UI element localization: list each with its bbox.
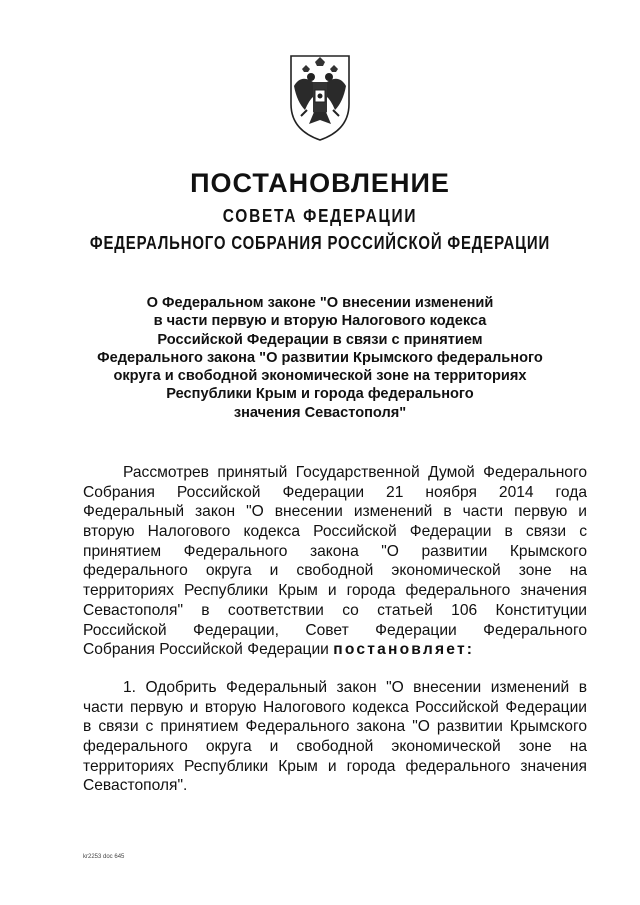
- paragraph-line: 1. Одобрить Федеральный закон "О внесении изменений в: [123, 679, 587, 696]
- paragraph-line: Собрания Российской Федерации 21 ноября 2014 года: [83, 483, 587, 501]
- paragraph-line: Рассмотрев принятый Государственной Думой Федерального: [123, 464, 587, 481]
- document-title: ПОСТАНОВЛЕНИЕ: [190, 168, 450, 198]
- issuer-line-1: СОВЕТА ФЕДЕРАЦИИ: [222, 206, 418, 226]
- decision-paragraph: [83, 678, 587, 796]
- preamble-paragraph: [83, 463, 587, 660]
- subject-line: округа и свободной экономической зоне на территориях: [113, 368, 527, 385]
- paragraph-line: территориях Республики Крым и города федерального значения: [83, 582, 587, 600]
- document-code: kr2253 doc 645: [83, 854, 125, 860]
- paragraph-line: вторую Налогового кодекса Российской Федерации в связи с: [83, 523, 587, 541]
- paragraph-line: [83, 640, 587, 660]
- paragraph-line: федерального округа и свободной экономической зоне на: [83, 738, 587, 756]
- paragraph-line: принятием Федерального закона "О развитии Крымского: [83, 542, 587, 560]
- paragraph-line: федерального округа и свободной экономической зоне на: [83, 562, 587, 580]
- subject-line: Федерального закона "О развитии Крымского федерального: [97, 349, 543, 366]
- subject-line: в части первую и вторую Налогового кодекса: [153, 313, 487, 330]
- decree-word: постановляет:: [333, 641, 475, 659]
- paragraph-line: в связи с принятием Федерального закона "О развитии Крымского: [83, 718, 587, 736]
- paragraph-line: Российской Федерации, Совет Федерации Федерального: [83, 621, 587, 639]
- paragraph-line: территориях Республики Крым и города федерального значения: [83, 757, 587, 775]
- subject-line: Республики Крым и города федерального: [166, 386, 474, 403]
- state-emblem-icon: [285, 52, 355, 142]
- document-subject: [60, 294, 580, 422]
- paragraph-line-text: Собрания Российской Федерации: [83, 641, 329, 659]
- subject-line: О Федеральном законе "О внесении изменений: [146, 295, 494, 311]
- issuer-line-2: ФЕДЕРАЛЬНОГО СОБРАНИЯ РОССИЙСКОЙ ФЕДЕРАЦИИ: [89, 233, 551, 253]
- paragraph-line: части первую и вторую Налогового кодекса Российской Федерации: [83, 698, 587, 716]
- subject-line: значения Севастополя": [233, 404, 407, 421]
- paragraph-line: Федеральный закон "О внесении изменений в части первую и: [83, 503, 587, 521]
- paragraph-line: Севастополя" в соответствии со статьей 106 Конституции: [83, 601, 587, 619]
- subject-line: Российской Федерации в связи с принятием: [157, 331, 483, 348]
- paragraph-line: Севастополя".: [83, 777, 188, 795]
